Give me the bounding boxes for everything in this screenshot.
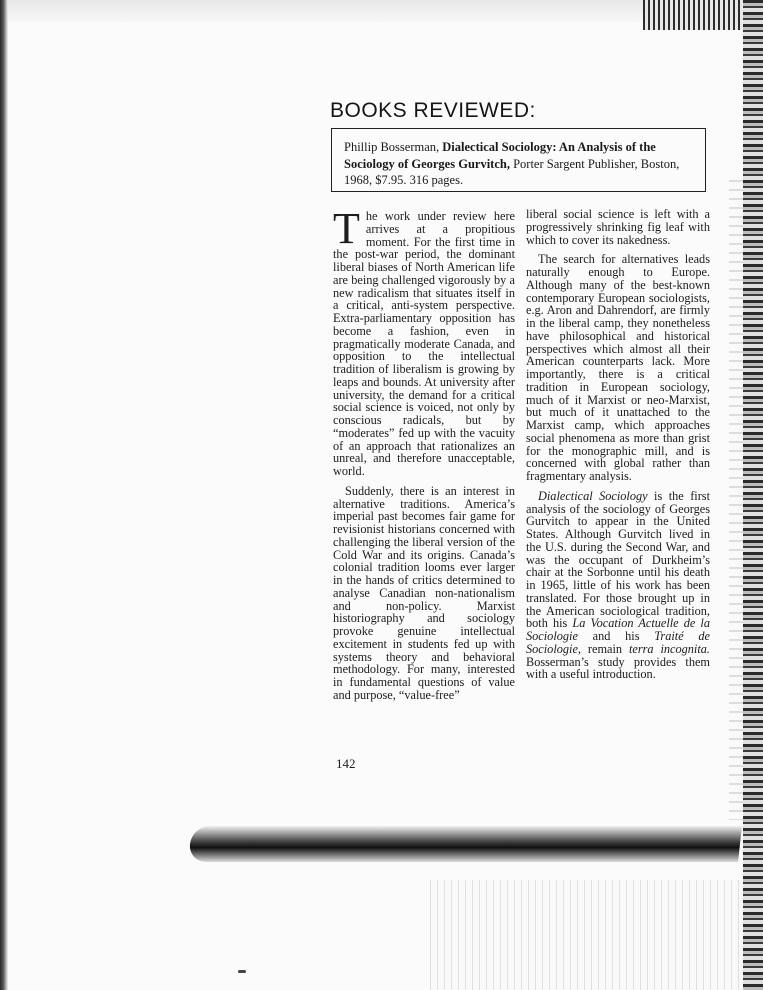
citation-publisher: Porter Sargent Publisher, Boston, 1968, $7.95. 316 pages. bbox=[344, 156, 680, 187]
stray-mark bbox=[238, 970, 246, 973]
citation-title: Dialectical Sociology: An Analysis of the Sociology of Georges Gurvitch, bbox=[344, 140, 656, 171]
citation-author: Phillip Bosserman, bbox=[344, 140, 440, 154]
paragraph-4-text-a: is the first analysis of the sociology of Georges Gurvitch to appear in the United States. Although Gurvitch lived in the U.S. during the Second War, and was the occupant of Durkheim’s chair at the Sorbonne until his death in 1965, little of his work has been translated. For those brought up in the American sociological tradition, both his bbox=[526, 488, 710, 631]
italic-book-title-3: Traité de Sociologie, bbox=[526, 629, 710, 656]
book-citation-box bbox=[331, 128, 706, 192]
scan-bottom-noise bbox=[430, 880, 743, 990]
paragraph-4-text-d: Bosserman’s study provides them with a useful introduction. bbox=[526, 654, 710, 682]
italic-book-title-2: La Vocation Actuelle de la Sociologie bbox=[526, 616, 710, 643]
paragraph-2: Suddenly, there is an interest in alternative traditions. America’s imperial past becomes fair game for revisionist historians concerned with challenging the liberal version of the Cold War and its origins. Canada’s colonial tradition looms ever larger in the hands of critics determined to analyse Canadian non-nationalism and non-policy. Marxist historiography and sociology provoke genuine intellectual excitement in students fed up with systems theory and behavioral methodology. For many, interested in fundamental questions of value and purpose, “value-free” bbox=[333, 483, 515, 702]
paragraph-4 bbox=[526, 490, 710, 681]
paragraph-1 bbox=[333, 204, 515, 478]
page-bottom-shadow bbox=[188, 826, 742, 862]
paragraph-3: The search for alternatives leads naturally enough to Europe. Although many of the best-known contemporary European sociologists, e.g. Aron and Dahrendorf, are firmly in the liberal camp, they nonetheless have philosophical and historical perspectives which almost all their American counterparts lack. More importantly, there is a critical tradition in European sociology, much of it Marxist or neo-Marxist, but much of it unattached to the Marxist camp, which approaches social phenomena as more than grist for the monographic mill, and is concerned with global rather than fragmentary analysis. bbox=[526, 252, 710, 483]
scan-right-edge bbox=[743, 0, 763, 990]
scan-left-edge bbox=[0, 0, 8, 990]
left-column bbox=[333, 204, 515, 702]
paragraph-continued: liberal social science is left with a progressively shrinking fig leaf with which to cover its nakedness. bbox=[526, 207, 710, 247]
italic-phrase: terra incognita. bbox=[628, 641, 710, 656]
paragraph-1-text: he work under review here arrives at a propitious moment. For the first time in the post-war period, the dominant liberal biases of North American life are being challenged vigorously by a new radicalism that situates itself in a critical, anti-system perspective. Extra-parliamentary opposition has become a fashion, even in pragmatically moderate Canada, and opposition to the intellectual tradition of liberalism is growing by leaps and bounds. At university after university, the demand for a critical social science is voiced, not only by conscious radicals, but by “moderates” fed up with the vacuity of an approach that rationalizes an unreal, and therefore unacceptable, world. bbox=[333, 209, 515, 478]
paragraph-4-text-b: and his bbox=[577, 629, 655, 643]
right-column bbox=[526, 208, 710, 681]
drop-cap: T bbox=[333, 204, 360, 253]
paragraph-4-text-c: remain bbox=[580, 641, 629, 656]
scan-right-fringe bbox=[729, 180, 743, 820]
page-number: 142 bbox=[336, 756, 356, 771]
italic-book-title: Dialectical Sociology bbox=[538, 488, 648, 503]
section-heading: BOOKS REVIEWED: bbox=[330, 99, 536, 122]
